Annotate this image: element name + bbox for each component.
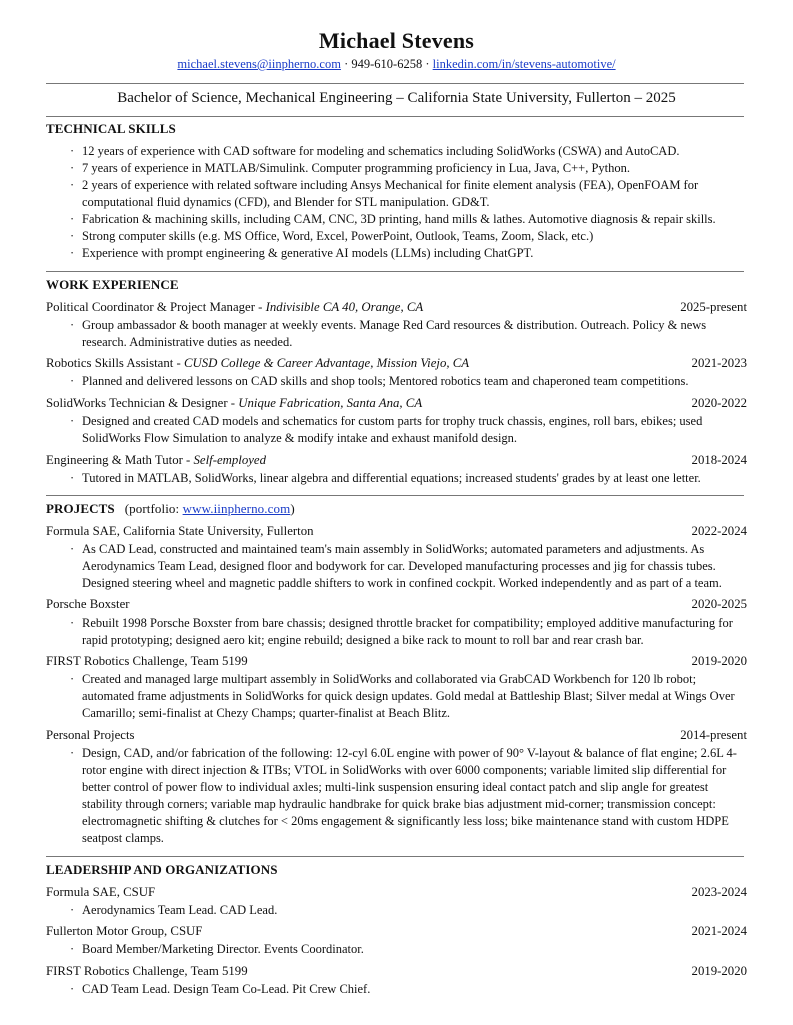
entry-bullets: [70, 671, 746, 722]
divider: [46, 83, 744, 84]
entry-bullets: [70, 541, 746, 592]
entry-date: 2021-2024: [691, 924, 747, 938]
list-item: · Board Member/Marketing Director. Events Coordinator.: [70, 941, 746, 958]
entry-header: [46, 885, 747, 900]
entry-title: Personal Projects: [46, 728, 135, 742]
divider: [46, 495, 744, 496]
list-item: · Created and managed large multipart assembly in SolidWorks and collaborated via GrabCAD Workbench for 120 lb robot; automated frame adjustments in SolidWorks for quick design updates. Gold medal at Battleship Blast; Silver medal at Wings Over Camarillo; semi-finalist at Chezy Champs; quarter-finalist at Beach Blitz.: [70, 671, 746, 722]
entry-date: 2014-present: [680, 728, 747, 742]
entry-header: [46, 300, 747, 315]
section-title-technical-skills: TECHNICAL SKILLS: [46, 121, 176, 136]
entry-date: 2020-2022: [691, 396, 747, 410]
entry-date: 2019-2020: [691, 964, 747, 978]
list-item: · Rebuilt 1998 Porsche Boxster from bare chassis; designed throttle bracket for compatibility; employed additive manufacturing for rapid prototyping; designed aero kit; engine rebuild; designed a bike rack to mount to roll bar and rear crash bar.: [70, 615, 746, 649]
list-item: · Experience with prompt engineering & generative AI models (LLMs) including ChatGPT.: [70, 245, 746, 262]
entry-date: 2021-2023: [691, 356, 747, 370]
section-title-leadership: LEADERSHIP AND ORGANIZATIONS: [46, 862, 278, 877]
list-item: · Tutored in MATLAB, SolidWorks, linear algebra and differential equations; increased students' grades by at least one letter.: [70, 470, 746, 487]
entry-bullets: [70, 941, 746, 958]
section-title-work-experience: WORK EXPERIENCE: [46, 277, 179, 292]
list-item: · Planned and delivered lessons on CAD skills and shop tools; Mentored robotics team and chaperoned team competitions.: [70, 373, 746, 390]
entry-title: FIRST Robotics Challenge, Team 5199: [46, 654, 248, 668]
portfolio-note: (portfolio: www.iinpherno.com): [124, 501, 295, 516]
entry-header: [46, 356, 747, 371]
contact-separator: ·: [422, 57, 433, 71]
section-title-projects: PROJECTS (portfolio: www.iinpherno.com): [46, 501, 295, 516]
list-item: · Fabrication & machining skills, including CAM, CNC, 3D printing, hand mills & lathes. Automotive diagnosis & repair skills.: [70, 211, 746, 228]
entry-date: 2018-2024: [691, 453, 747, 467]
entry-header: [46, 924, 747, 939]
phone-number: 949-610-6258: [351, 57, 423, 71]
linkedin-link[interactable]: linkedin.com/in/stevens-automotive/: [432, 57, 616, 71]
entry-date: 2023-2024: [691, 885, 747, 899]
entry-title: Formula SAE, California State University, Fullerton: [46, 524, 314, 538]
degree-line: Bachelor of Science, Mechanical Engineering – California State University, Fullerton – 2025: [117, 90, 676, 106]
entry-title: Robotics Skills Assistant - CUSD College & Career Advantage, Mission Viejo, CA: [46, 356, 470, 370]
entry-bullets: [70, 981, 746, 998]
entry-header: [46, 396, 747, 411]
contact-separator: ·: [340, 57, 352, 71]
contact-line: [0, 57, 793, 72]
entry-title: Engineering & Math Tutor - Self-employed: [46, 453, 266, 467]
list-item: · Designed and created CAD models and schematics for custom parts for trophy truck chassis, engines, roll bars, ebikes; used SolidWorks Flow Simulation to analyze & modify intake and exhaust manifold design.: [70, 413, 746, 447]
entry-date: 2020-2025: [691, 597, 747, 611]
entry-bullets: [70, 615, 746, 649]
divider: [46, 271, 744, 272]
entry-title: Formula SAE, CSUF: [46, 885, 156, 899]
list-item: · Strong computer skills (e.g. MS Office, Word, Excel, PowerPoint, Outlook, Teams, Zoom, Slack, etc.): [70, 228, 746, 245]
entry-date: 2025-present: [680, 300, 747, 314]
entry-bullets: [70, 413, 746, 447]
email-link[interactable]: michael.stevens@iinpherno.com: [177, 57, 341, 71]
entry-organization: Unique Fabrication, Santa Ana, CA: [238, 396, 423, 410]
portfolio-link[interactable]: www.iinpherno.com: [182, 501, 291, 516]
divider: [46, 856, 744, 857]
entry-date: 2022-2024: [691, 524, 747, 538]
entry-date: 2019-2020: [691, 654, 747, 668]
candidate-name: Michael Stevens: [318, 28, 475, 53]
list-item: · Aerodynamics Team Lead. CAD Lead.: [70, 902, 746, 919]
list-item: · Design, CAD, and/or fabrication of the following: 12-cyl 6.0L engine with power of 90° V-layout & balance of flat engine; 2.6L 4-rotor engine with direct injection & ITBs; VTOL in SolidWorks with over 6000 components; variable limited slip differential for better control of power flow to individual axles; multi-link suspension ensuring ideal contact patch and slip angle for greatest stability through corners; variable map hydraulic handbrake for quick brake bias adjustment mid-corner; transmission concept: electromagnetic shifting & clutches for < 20ms engagement & significantly less loss; bike maintenance stand with custom HDPE seatpost clamps.: [70, 745, 746, 847]
list-item: · 12 years of experience with CAD software for modeling and schematics including SolidWorks (CSWA) and AutoCAD.: [70, 143, 746, 160]
entry-bullets: [70, 317, 746, 351]
entry-organization: CUSD College & Career Advantage, Mission Viejo, CA: [183, 356, 470, 370]
entry-bullets: [70, 902, 746, 919]
entry-title: Fullerton Motor Group, CSUF: [46, 924, 203, 938]
list-item: · As CAD Lead, constructed and maintained team's main assembly in SolidWorks; automated parameters and adjustments. As Aerodynamics Team Lead, designed floor and bodywork for car. Developed manufacturing processes and jig for chassis tubes. Designed steering wheel and magnetic paddle shifters to work in confined cockpit. Worked independently and as part of a team.: [70, 541, 746, 592]
divider: [46, 116, 744, 117]
entry-organization: Indivisible CA 40, Orange, CA: [265, 300, 424, 314]
entry-bullets: [70, 745, 746, 847]
entry-bullets: [70, 373, 746, 390]
entry-header: [46, 524, 747, 539]
entry-organization: Self-employed: [193, 453, 266, 467]
entry-title: Political Coordinator & Project Manager - Indivisible CA 40, Orange, CA: [46, 300, 424, 314]
entry-header: [46, 597, 747, 612]
list-item: · 7 years of experience in MATLAB/Simulink. Computer programming proficiency in Lua, Java, C++, Python.: [70, 160, 746, 177]
list-item: · 2 years of experience with related software including Ansys Mechanical for finite element analysis (FEA), OpenFOAM for computational fluid dynamics (CFD), and Blender for STL manipulation. GD&T.: [70, 177, 746, 211]
skills-list: [70, 143, 746, 262]
entry-header: [46, 453, 747, 468]
entry-title: SolidWorks Technician & Designer - Unique Fabrication, Santa Ana, CA: [46, 396, 423, 410]
entry-bullets: [70, 470, 746, 487]
list-item: · Group ambassador & booth manager at weekly events. Manage Red Card resources & distribution. Outreach. Policy & news research. Administrative duties as needed.: [70, 317, 746, 351]
entry-header: [46, 728, 747, 743]
entry-header: [46, 964, 747, 979]
list-item: · CAD Team Lead. Design Team Co-Lead. Pit Crew Chief.: [70, 981, 746, 998]
entry-title: FIRST Robotics Challenge, Team 5199: [46, 964, 248, 978]
entry-header: [46, 654, 747, 669]
entry-title: Porsche Boxster: [46, 597, 130, 611]
